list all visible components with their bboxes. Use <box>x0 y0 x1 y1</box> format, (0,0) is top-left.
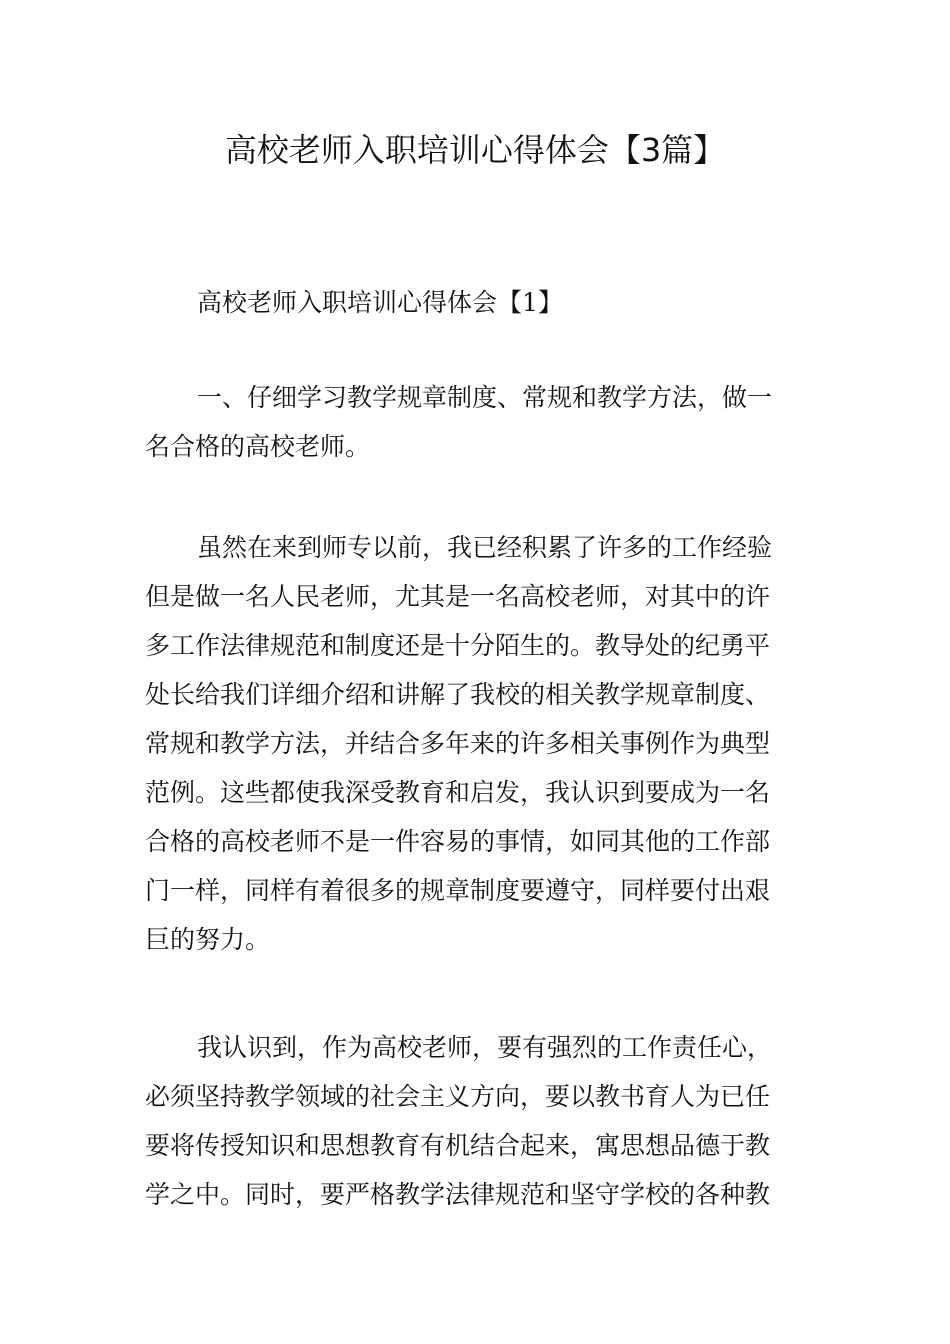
section-heading-text: 高校老师入职培训心得体会【1】 <box>197 288 563 317</box>
paragraph-line: 但是做一名人民老师，尤其是一名高校老师，对其中的许 <box>145 582 771 611</box>
paragraph-line: 要将传授知识和思想教育有机结合起来，寓思想品德于教 <box>145 1131 771 1160</box>
paragraph-line: 学之中。同时，要严格教学法律规范和坚守学校的各种教 <box>145 1180 771 1209</box>
paragraph-line: 巨的努力。 <box>145 925 271 954</box>
paragraph-line: 门一样，同样有着很多的规章制度要遵守，同样要付出艰 <box>145 876 771 905</box>
section-heading <box>145 278 810 327</box>
paragraph-3 <box>145 1023 810 1219</box>
paragraph-2 <box>145 523 810 964</box>
paragraph-line: 一、仔细学习教学规章制度、常规和教学方法，做一 <box>197 383 773 412</box>
paragraph-line: 必须坚持教学领域的社会主义方向，要以教书育人为已任 <box>145 1082 771 1111</box>
paragraph-line: 常规和教学方法，并结合多年来的许多相关事例作为典型 <box>145 729 771 758</box>
paragraph-line: 名合格的高校老师。 <box>145 432 371 461</box>
paragraph-line: 范例。这些都使我深受教育和启发，我认识到要成为一名 <box>145 778 771 807</box>
paragraph-line: 多工作法律规范和制度还是十分陌生的。教导处的纪勇平 <box>145 631 771 660</box>
paragraph-line: 虽然在来到师专以前，我已经积累了许多的工作经验 <box>197 533 773 562</box>
paragraph-line: 我认识到，作为高校老师，要有强烈的工作责任心， <box>197 1033 773 1062</box>
paragraph-line: 合格的高校老师不是一件容易的事情，如同其他的工作部 <box>145 827 771 856</box>
paragraph-line: 处长给我们详细介绍和讲解了我校的相关教学规章制度、 <box>145 680 771 709</box>
document-title: 高校老师入职培训心得体会【3篇】 <box>224 131 726 169</box>
paragraph-1 <box>145 373 810 471</box>
